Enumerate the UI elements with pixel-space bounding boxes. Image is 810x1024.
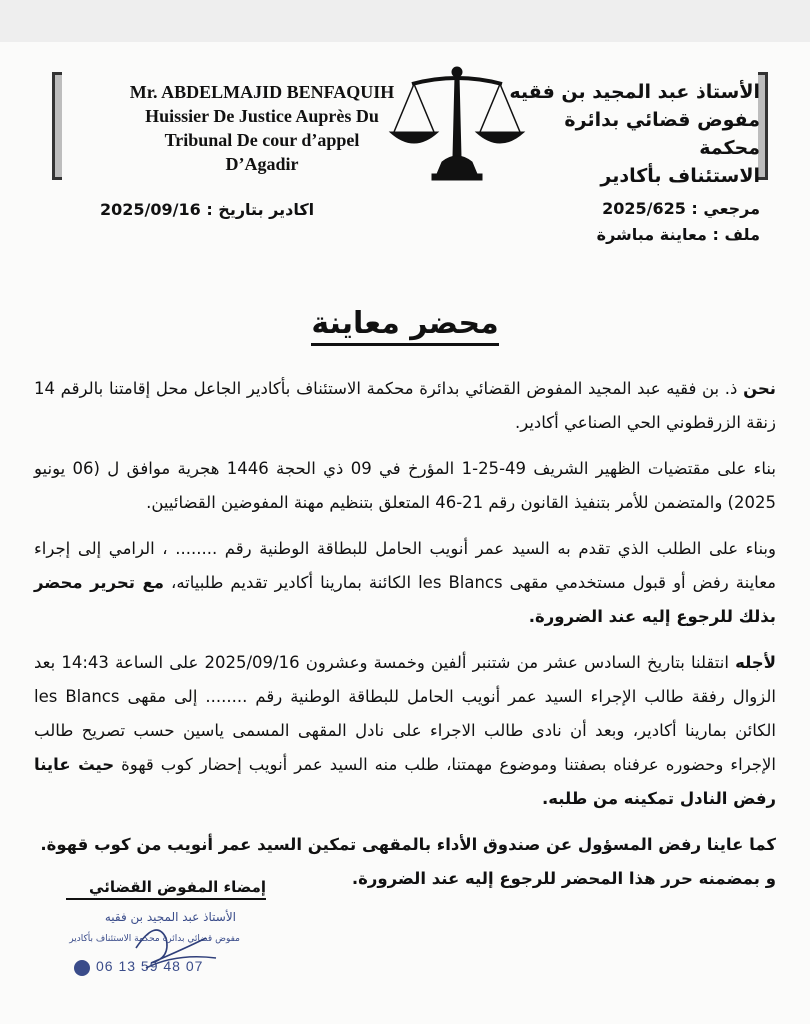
paragraph-closing: و بمضمنه حرر هذا المحضر للرجوع إليه عند الضرورة.: [351, 869, 776, 888]
document-title: [0, 306, 810, 341]
paragraph-request: وبناء على الطلب الذي تقدم به السيد عمر أنويب الحامل للبطاقة الوطنية رقم ........ ، الرامي إلى إجراء معاينة رفض أو قبول مستخدمي مقهى les Blancs الكائنة بمارينا أكادير تقديم طلبياته، مع تحرير محضر بذلك للرجوع إليه عند الضرورة.: [34, 539, 776, 626]
letterhead-arabic: [502, 78, 760, 190]
paragraph-findings: لأجله انتقلنا بتاريخ السادس عشر من شتنبر ألفين وخمسة وعشرون 2025/09/16 على الساعة 14:43 بعد الزوال رفقة طالب الإجراء السيد عمر أنويب الحامل للبطاقة الوطنية رقم ........ إلى مقهى les Blancs الكائن بمارينا أكادير، وبعد أن نادى طالب الاجراء على نادل المقهى المسمى ياسين حسب تصريح طالب الإجراء وحضوره عرفناه بصفتنا وموضوع مهمتنا، طلب منه السيد عمر أنويب إحضار كوب قهوة حيث عاينا رفض النادل تمكينه من طلبه.: [34, 653, 776, 808]
document-date: اكادير بتاريخ : 2025/09/16: [100, 200, 315, 219]
fr-line-name: Mr. ABDELMAJID BENFAQUIH: [129, 82, 395, 102]
official-stamp: [66, 908, 246, 998]
fr-line-city: D’Agadir: [225, 154, 299, 174]
ar-line-name: الأستاذ عبد المجيد بن فقيه: [509, 81, 760, 103]
document-body: [34, 372, 776, 908]
stamp-name: الأستاذ عبد المجيد بن فقيه: [104, 910, 236, 924]
top-band: [0, 0, 810, 42]
bracket-left: [52, 72, 62, 180]
paragraph-cashier: كما عاينا رفض المسؤول عن صندوق الأداء بالمقهى تمكين السيد عمر أنويب من كوب قهوة.: [40, 835, 776, 854]
title-text: محضر معاينة: [311, 306, 498, 346]
ar-line-court: الاستئناف بأكادير: [600, 165, 760, 187]
stamp-phone: 06 13 59 48 07: [96, 958, 204, 974]
reference-number: مرجعي : 2025/625: [602, 199, 760, 218]
fr-line-title: Huissier De Justice Auprès Du: [145, 106, 379, 126]
signature-title: إمضاء المفوض القضائي: [66, 878, 266, 900]
fr-line-court: Tribunal De cour d’appel: [164, 130, 360, 150]
file-subject: ملف : معاينة مباشرة: [596, 225, 760, 244]
handwritten-signature: [66, 908, 246, 998]
reference-block: [460, 196, 760, 248]
letterhead: [52, 62, 768, 190]
stamp-title: مفوض قضائي بدائرة محكمة الاستئناف بأكادير: [69, 934, 240, 944]
letterhead-french: [112, 80, 412, 176]
paragraph-legal-basis: بناء على مقتضيات الظهير الشريف 49-25-1 المؤرخ في 09 ذي الحجة 1446 هجرية موافق ل (06 يونيو 2025) والمتضمن للأمر بتنفيذ القانون رقم 21-46 المتعلق بتنظيم مهنة المفوضين القضائيين.: [34, 459, 776, 512]
paragraph-intro: نحن ذ. بن فقيه عبد المجيد المفوض القضائي بدائرة محكمة الاستئناف بأكادير الجاعل محل إقامتنا بالرقم 14 زنقة الزرقطوني الحي الصناعي أكادير.: [34, 379, 776, 432]
ar-line-title: مفوض قضائي بدائرة محكمة: [564, 109, 760, 159]
